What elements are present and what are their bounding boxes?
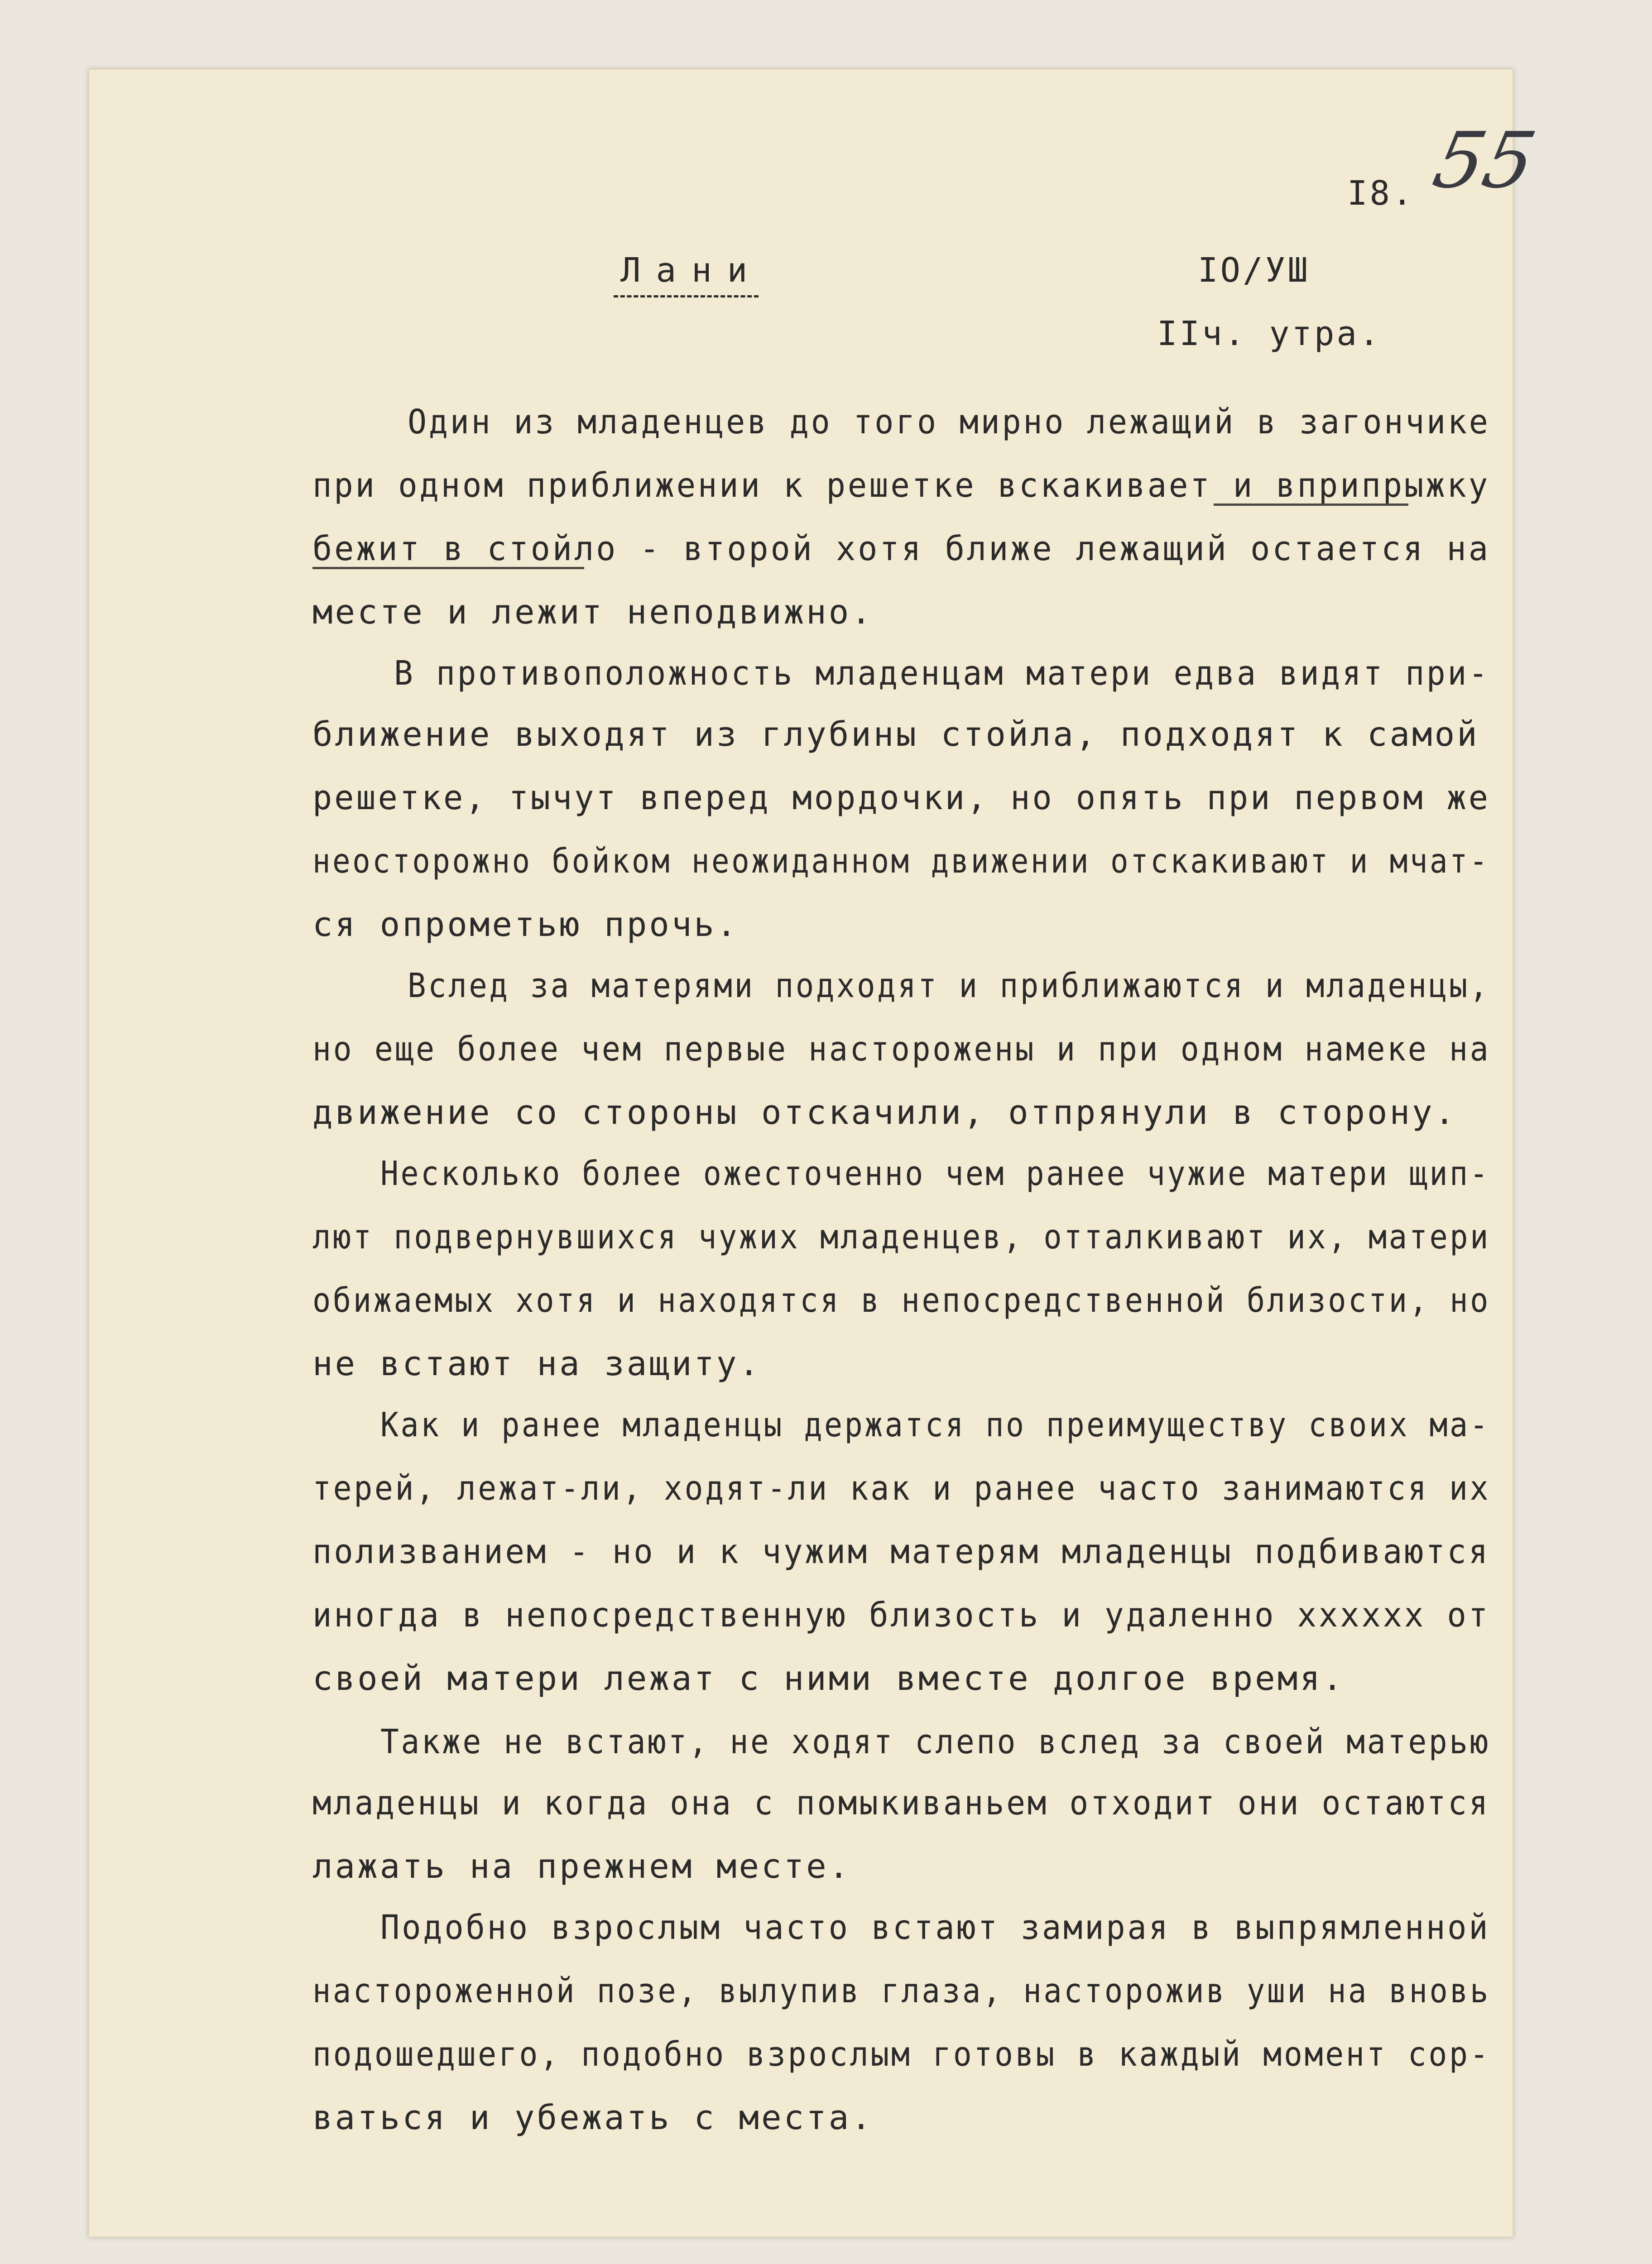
entry-time: IIч. утра. <box>1157 314 1382 353</box>
text-line: лажать на прежнем месте. <box>312 1847 851 1886</box>
text-line: ближение выходят из глубины стойла, подходят к самой <box>312 715 1479 754</box>
archive-sheet-number: 55 <box>1426 116 1543 206</box>
hand-underline <box>312 567 584 569</box>
text-line: Несколько более ожесточенно чем ранее чужие матери щип- <box>380 1154 1490 1193</box>
page-title: Лани <box>620 251 763 290</box>
text-line: ваться и убежать с места. <box>312 2098 874 2137</box>
text-line: неосторожно бойком неожиданном движении отскакивают и мчат- <box>312 842 1490 881</box>
page-number: I8. <box>1347 174 1415 213</box>
text-line: Также не встают, не ходят слепо вслед за своей матерью <box>380 1722 1491 1761</box>
text-line: Как и ранее младенцы держатся по преимуществу своих ма- <box>380 1405 1490 1444</box>
text-line: настороженной позе, вылупив глаза, насторожив уши на вновь <box>312 1971 1490 2010</box>
text-line: при одном приближении к решетке вскакивает и вприпрыжку <box>312 466 1490 505</box>
entry-date: IO/УШ <box>1198 251 1310 290</box>
text-line: Один из младенцев до того мирно лежащий в загончике <box>408 403 1490 441</box>
text-line: полизванием - но и к чужим матерям младенцы подбиваются <box>312 1532 1490 1571</box>
text-line: терей, лежат-ли, ходят-ли как и ранее часто занимаются их <box>312 1469 1491 1508</box>
text-line: Вслед за матерями подходят и приближаются и младенцы, <box>408 966 1490 1005</box>
text-line: своей матери лежат с ними вместе долгое время. <box>312 1659 1345 1698</box>
text-line: младенцы и когда она с помыкиваньем отходит они остаются <box>312 1784 1490 1823</box>
text-line: решетке, тычут вперед мордочки, но опять при первом же <box>312 778 1490 817</box>
text-line: не встают на защиту. <box>312 1344 762 1383</box>
title-underline <box>614 295 759 297</box>
text-line: подошедшего, подобно взрослым готовы в каждый момент сор- <box>312 2035 1491 2074</box>
text-line: иногда в непосредственную близость и удаленно хххххх от <box>312 1596 1490 1635</box>
text-line: обижаемых хотя и находятся в непосредственной близости, но <box>312 1281 1490 1320</box>
text-line: Подобно взрослым часто встают замирая в выпрямленной <box>380 1908 1490 1947</box>
text-line: движение со стороны отскачили, отпрянули в сторону. <box>312 1093 1457 1132</box>
text-line: бежит в стойло - второй хотя ближе лежащий остается на <box>312 529 1490 568</box>
hand-underline <box>1214 504 1408 506</box>
text-line: лют подвернувшихся чужих младенцев, отталкивают их, матери <box>312 1218 1490 1257</box>
text-line: месте и лежит неподвижно. <box>312 593 874 632</box>
text-line: но еще более чем первые насторожены и при одном намеке на <box>312 1030 1491 1069</box>
text-line: В противоположность младенцам матери едва видят при- <box>394 654 1490 693</box>
text-line: ся опрометью прочь. <box>312 905 739 944</box>
